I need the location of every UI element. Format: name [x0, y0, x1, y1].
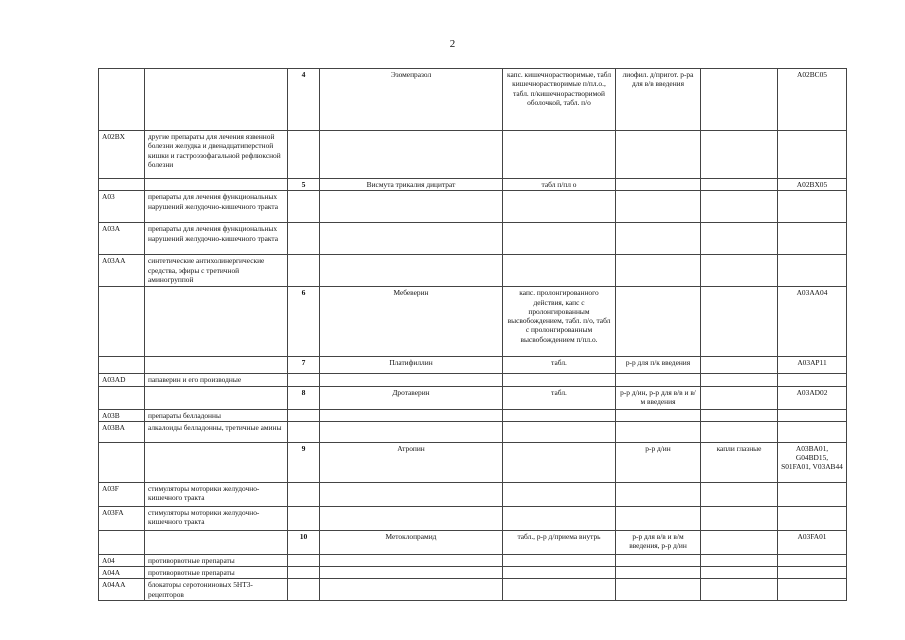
- atc-code: A03FA01: [778, 530, 847, 554]
- dosage-form: [503, 255, 616, 287]
- drug-name: [320, 223, 503, 255]
- injection-form: [616, 579, 701, 601]
- row-number: [288, 567, 320, 579]
- row-group-description: [145, 357, 288, 374]
- atc-code: [778, 506, 847, 530]
- drug-name: Метоклопрамид: [320, 530, 503, 554]
- injection-form: [616, 482, 701, 506]
- row-code: A03AD: [99, 374, 145, 386]
- atc-code: [778, 482, 847, 506]
- table-row: [99, 255, 847, 287]
- atc-code: A03AD02: [778, 386, 847, 409]
- atc-code: [778, 223, 847, 255]
- table-row: [99, 579, 847, 601]
- table-row: [99, 442, 847, 482]
- row-group-description: [145, 386, 288, 409]
- row-group-description: препараты для лечения функциональных нарушений желудочно-кишечного тракта: [145, 223, 288, 255]
- injection-form: р-р д/ин: [616, 442, 701, 482]
- dosage-form: капс. пролонгированного действия, капс с пролонгированным высвобождением, табл. п/о, табл с пролонгированным высвобождением п/пл.о.: [503, 287, 616, 357]
- drug-name: [320, 482, 503, 506]
- drug-name: [320, 409, 503, 421]
- injection-form: [616, 506, 701, 530]
- table-row: [99, 179, 847, 191]
- row-number: [288, 421, 320, 442]
- row-code: [99, 442, 145, 482]
- injection-form: р-р для п/к введения: [616, 357, 701, 374]
- injection-form: [616, 374, 701, 386]
- atc-code: A03BA01, G04BD15, S01FA01, V03AB44: [778, 442, 847, 482]
- row-code: A03A: [99, 223, 145, 255]
- drug-name: [320, 579, 503, 601]
- table-row: [99, 131, 847, 179]
- other-form: [701, 386, 778, 409]
- dosage-form: [503, 409, 616, 421]
- other-form: [701, 255, 778, 287]
- row-group-description: папаверин и его производные: [145, 374, 288, 386]
- drug-name: [320, 567, 503, 579]
- atc-code: [778, 255, 847, 287]
- table-row: [99, 506, 847, 530]
- row-code: A03B: [99, 409, 145, 421]
- row-number: [288, 506, 320, 530]
- injection-form: [616, 223, 701, 255]
- drug-name: Атропин: [320, 442, 503, 482]
- atc-code: [778, 421, 847, 442]
- table-row: [99, 409, 847, 421]
- row-code: A04AA: [99, 579, 145, 601]
- dosage-form: [503, 223, 616, 255]
- injection-form: [616, 554, 701, 566]
- row-code: A03BA: [99, 421, 145, 442]
- other-form: [701, 482, 778, 506]
- injection-form: [616, 567, 701, 579]
- row-number: [288, 554, 320, 566]
- row-number: [288, 191, 320, 223]
- injection-form: р-р д/ин, р-р для в/в и в/м введения: [616, 386, 701, 409]
- dosage-form: [503, 442, 616, 482]
- row-group-description: другие препараты для лечения язвенной болезни желудка и двенадцатиперстной кишки и гастроэзофагальной рефлюксной болезни: [145, 131, 288, 179]
- drug-name: Дротаверин: [320, 386, 503, 409]
- row-number: [288, 223, 320, 255]
- other-form: [701, 223, 778, 255]
- table-row: [99, 191, 847, 223]
- drug-name: [320, 191, 503, 223]
- other-form: капли глазные: [701, 442, 778, 482]
- row-group-description: [145, 69, 288, 131]
- row-code: A03F: [99, 482, 145, 506]
- drug-name: Платифиллин: [320, 357, 503, 374]
- injection-form: р-р для в/в и в/м введения, р-р д/ин: [616, 530, 701, 554]
- row-code: A03FA: [99, 506, 145, 530]
- table-row: [99, 357, 847, 374]
- table-row: [99, 421, 847, 442]
- atc-code: A02BC05: [778, 69, 847, 131]
- row-group-description: препараты для лечения функциональных нарушений желудочно-кишечного тракта: [145, 191, 288, 223]
- table-row: [99, 530, 847, 554]
- table-row: [99, 374, 847, 386]
- table-row: [99, 223, 847, 255]
- atc-code: [778, 567, 847, 579]
- atc-code: A03AP11: [778, 357, 847, 374]
- table-row: [99, 554, 847, 566]
- row-number: 4: [288, 69, 320, 131]
- atc-code: [778, 579, 847, 601]
- dosage-form: табл.: [503, 386, 616, 409]
- row-group-description: [145, 442, 288, 482]
- row-group-description: противорвотные препараты: [145, 554, 288, 566]
- row-code: [99, 69, 145, 131]
- dosage-form: [503, 506, 616, 530]
- drug-name: [320, 374, 503, 386]
- drug-name: [320, 255, 503, 287]
- row-code: [99, 357, 145, 374]
- row-group-description: блокаторы серотониновых 5HT3-рецепторов: [145, 579, 288, 601]
- atc-code: [778, 374, 847, 386]
- row-number: [288, 255, 320, 287]
- dosage-form: табл.: [503, 357, 616, 374]
- other-form: [701, 579, 778, 601]
- page-number: 2: [449, 38, 456, 50]
- row-number: [288, 409, 320, 421]
- row-number: 8: [288, 386, 320, 409]
- table-row: [99, 386, 847, 409]
- other-form: [701, 530, 778, 554]
- table-body: [99, 69, 847, 601]
- row-code: A02BX: [99, 131, 145, 179]
- drug-name: [320, 131, 503, 179]
- atc-code: [778, 409, 847, 421]
- dosage-form: [503, 131, 616, 179]
- injection-form: лиофил. д/пригот. р-ра для в/в введения: [616, 69, 701, 131]
- dosage-form: [503, 579, 616, 601]
- other-form: [701, 554, 778, 566]
- injection-form: [616, 191, 701, 223]
- row-number: [288, 579, 320, 601]
- dosage-form: [503, 191, 616, 223]
- table-row: [99, 482, 847, 506]
- row-group-description: противорвотные препараты: [145, 567, 288, 579]
- row-code: A03: [99, 191, 145, 223]
- other-form: [701, 131, 778, 179]
- atc-code: A02BX05: [778, 179, 847, 191]
- other-form: [701, 69, 778, 131]
- row-code: A04: [99, 554, 145, 566]
- other-form: [701, 357, 778, 374]
- row-group-description: препараты белладонны: [145, 409, 288, 421]
- drug-name: [320, 421, 503, 442]
- dosage-form: [503, 482, 616, 506]
- drug-name: Эзомепразол: [320, 69, 503, 131]
- atc-code: [778, 131, 847, 179]
- drug-name: [320, 506, 503, 530]
- dosage-form: табл п/пл о: [503, 179, 616, 191]
- drug-name: Висмута трикалия дицитрат: [320, 179, 503, 191]
- other-form: [701, 409, 778, 421]
- injection-form: [616, 421, 701, 442]
- row-group-description: [145, 287, 288, 357]
- dosage-form: [503, 554, 616, 566]
- table-row: [99, 287, 847, 357]
- row-group-description: стимуляторы моторики желудочно-кишечного тракта: [145, 482, 288, 506]
- injection-form: [616, 131, 701, 179]
- injection-form: [616, 179, 701, 191]
- other-form: [701, 421, 778, 442]
- row-number: [288, 482, 320, 506]
- dosage-form: [503, 374, 616, 386]
- other-form: [701, 179, 778, 191]
- drug-name: [320, 554, 503, 566]
- other-form: [701, 567, 778, 579]
- table-row: [99, 567, 847, 579]
- row-group-description: [145, 179, 288, 191]
- dosage-form: [503, 567, 616, 579]
- row-number: [288, 374, 320, 386]
- drug-name: Мебеверин: [320, 287, 503, 357]
- row-code: A04A: [99, 567, 145, 579]
- drug-table: [98, 68, 847, 601]
- injection-form: [616, 287, 701, 357]
- row-group-description: алкалоиды белладонны, третичные амины: [145, 421, 288, 442]
- row-number: 10: [288, 530, 320, 554]
- row-group-description: [145, 530, 288, 554]
- row-code: [99, 179, 145, 191]
- dosage-form: [503, 421, 616, 442]
- row-number: [288, 131, 320, 179]
- injection-form: [616, 255, 701, 287]
- other-form: [701, 191, 778, 223]
- other-form: [701, 374, 778, 386]
- row-code: [99, 287, 145, 357]
- row-number: 7: [288, 357, 320, 374]
- row-number: 6: [288, 287, 320, 357]
- atc-code: [778, 191, 847, 223]
- row-code: [99, 386, 145, 409]
- table-row: [99, 69, 847, 131]
- injection-form: [616, 409, 701, 421]
- other-form: [701, 506, 778, 530]
- other-form: [701, 287, 778, 357]
- row-code: A03AA: [99, 255, 145, 287]
- atc-code: [778, 554, 847, 566]
- row-number: 9: [288, 442, 320, 482]
- row-group-description: синтетические антихолинергические средства, эфиры с третичной аминогруппой: [145, 255, 288, 287]
- atc-code: A03AA04: [778, 287, 847, 357]
- dosage-form: табл., р-р д/приема внутрь: [503, 530, 616, 554]
- row-number: 5: [288, 179, 320, 191]
- dosage-form: капс. кишечнорастворимые, табл кишечнорастворимые п/пл.о., табл. п/кишечнорастворимой оболочкой, табл. п/о: [503, 69, 616, 131]
- row-code: [99, 530, 145, 554]
- row-group-description: стимуляторы моторики желудочно-кишечного тракта: [145, 506, 288, 530]
